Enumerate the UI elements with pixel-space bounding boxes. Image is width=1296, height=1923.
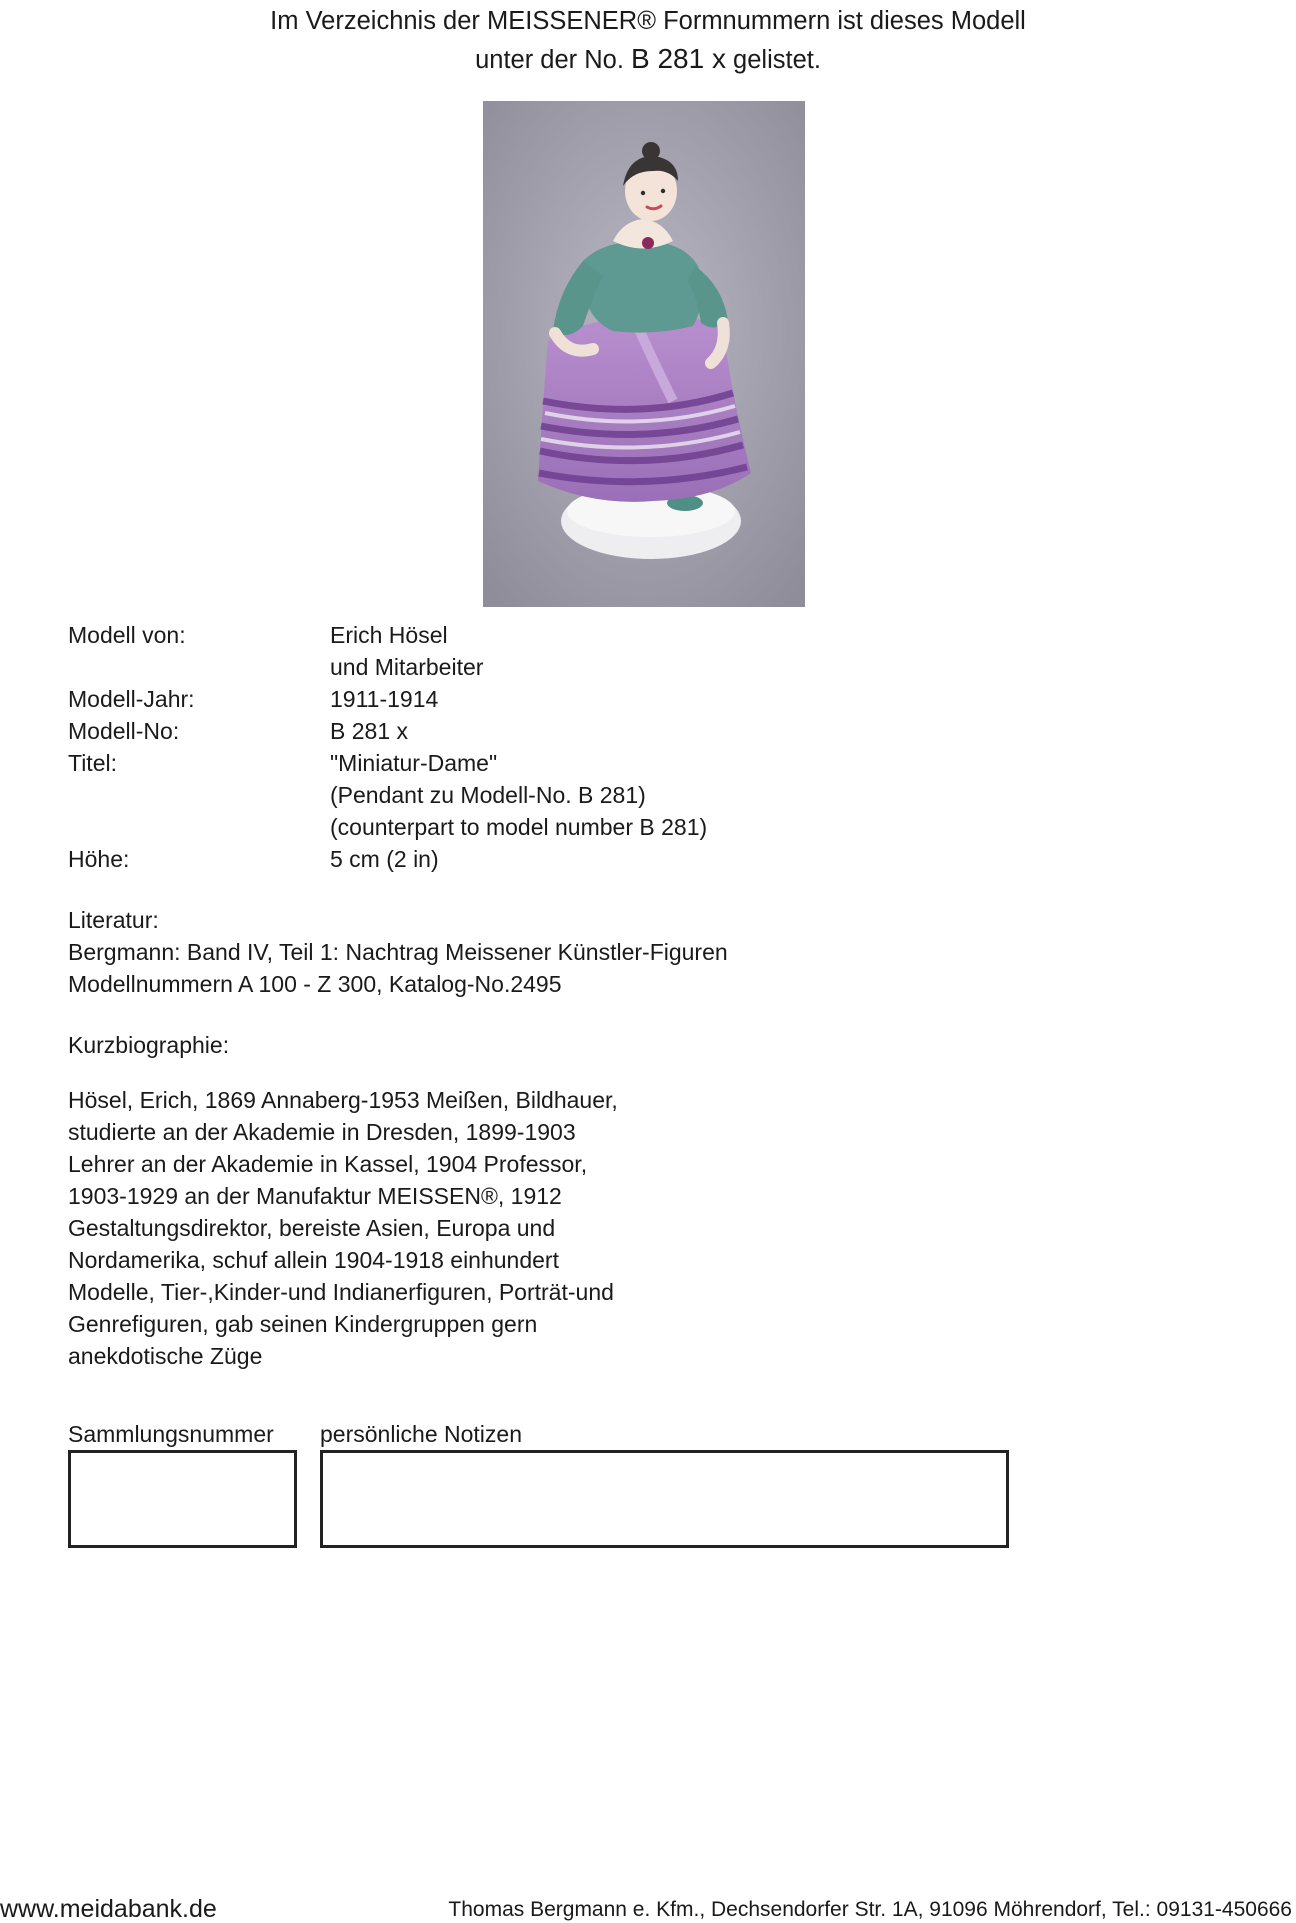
bio-line: Nordamerika, schuf allein 1904-1918 einhundert	[68, 1247, 559, 1273]
detail-value-line: (counterpart to model number B 281)	[330, 814, 708, 840]
sammlungsnummer-field[interactable]	[68, 1450, 297, 1548]
header-suffix: gelistet.	[725, 46, 821, 74]
literatur-line: Modellnummern A 100 - Z 300, Katalog-No.2495	[68, 971, 562, 997]
kurzbiographie-title: Kurzbiographie:	[68, 1032, 230, 1058]
header-line-1: Im Verzeichnis der MEISSENER® Formnummern ist dieses Modell	[270, 7, 1026, 35]
footer-address: Thomas Bergmann e. Kfm., Dechsendorfer Str. 1A, 91096 Möhrendorf, Tel.: 09131-450666	[448, 1898, 1292, 1921]
detail-value: 5 cm (2 in)	[330, 846, 439, 872]
detail-value-line: und Mitarbeiter	[330, 654, 484, 680]
detail-row-hoehe	[68, 843, 707, 875]
detail-label: Höhe:	[68, 846, 130, 872]
detail-row-modell-von	[68, 619, 707, 683]
bio-line: anekdotische Züge	[68, 1343, 263, 1369]
detail-label: Modell-Jahr:	[68, 686, 195, 712]
bio-line: 1903-1929 an der Manufaktur MEISSEN®, 1912	[68, 1183, 562, 1209]
detail-value-line: "Miniatur-Dame"	[330, 750, 498, 776]
notizen-field[interactable]	[320, 1450, 1009, 1548]
header-model-number: B 281 x	[631, 43, 726, 74]
bio-line: Modelle, Tier-,Kinder-und Indianerfiguren, Porträt-und	[68, 1279, 614, 1305]
detail-value: B 281 x	[330, 718, 408, 744]
bio-line: Hösel, Erich, 1869 Annaberg-1953 Meißen, Bildhauer,	[68, 1087, 618, 1113]
bio-line: Lehrer an der Akademie in Kassel, 1904 Professor,	[68, 1151, 588, 1177]
kurzbiographie-text	[68, 1084, 618, 1372]
detail-row-titel	[68, 747, 707, 843]
detail-label: Modell von:	[68, 622, 186, 648]
literatur-section	[68, 904, 728, 1000]
header-prefix: unter der No.	[475, 46, 631, 74]
model-details	[68, 619, 707, 875]
detail-value-line: Erich Hösel	[330, 622, 448, 648]
detail-value-line: (Pendant zu Modell-No. B 281)	[330, 782, 646, 808]
figurine-photo	[483, 101, 805, 607]
notizen-label: persönliche Notizen	[320, 1421, 523, 1447]
detail-row-modell-no	[68, 715, 707, 747]
literatur-title: Literatur:	[68, 907, 159, 933]
literatur-line: Bergmann: Band IV, Teil 1: Nachtrag Meissener Künstler-Figuren	[68, 939, 728, 965]
website-link[interactable]: www.meidabank.de	[0, 1895, 217, 1923]
detail-value	[330, 747, 707, 843]
bio-line: Gestaltungsdirektor, bereiste Asien, Europa und	[68, 1215, 556, 1241]
header-line-2	[0, 40, 1296, 79]
bio-line: studierte an der Akademie in Dresden, 1899-1903	[68, 1119, 576, 1145]
bio-line: Genrefiguren, gab seinen Kindergruppen gern	[68, 1311, 538, 1337]
detail-row-modell-jahr	[68, 683, 707, 715]
page-header	[0, 2, 1296, 79]
detail-value	[330, 619, 483, 683]
figurine-bodice	[582, 241, 702, 333]
figurine-illustration	[483, 101, 805, 607]
detail-label: Modell-No:	[68, 718, 180, 744]
detail-value: 1911-1914	[330, 686, 439, 712]
detail-label: Titel:	[68, 750, 117, 776]
sammlungsnummer-label: Sammlungsnummer	[68, 1421, 274, 1447]
